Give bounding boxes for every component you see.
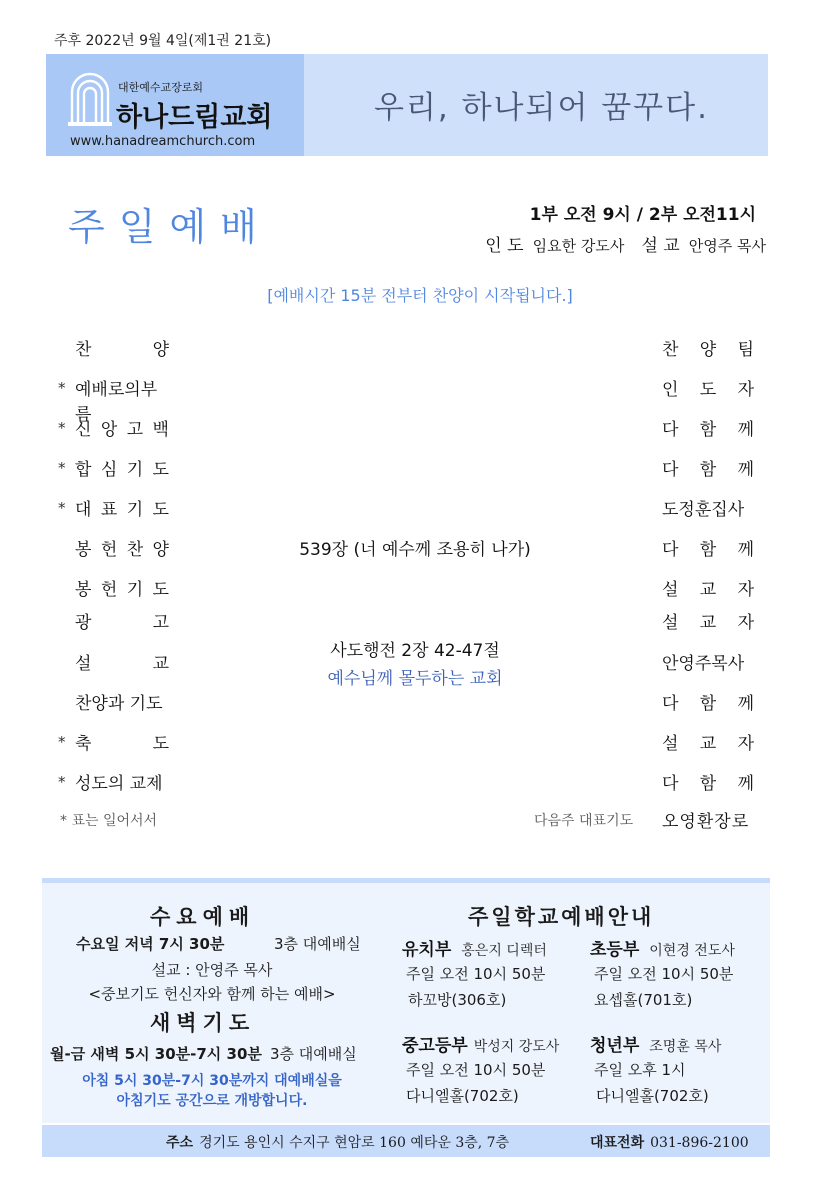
wednesday-time: 수요일 저녁 7시 30분 <box>76 935 225 953</box>
praise-notice: [예배시간 15분 전부터 찬양이 시작됩니다.] <box>267 286 573 305</box>
dept-youth: 중고등부 박성지 강도사 <box>402 1036 560 1056</box>
order-row <box>0 413 840 443</box>
order-responsible: 다 함 께 <box>662 460 754 480</box>
church-url[interactable]: www.hanadreamchurch.com <box>70 134 256 149</box>
order-item: 찬양과 기도 <box>75 694 163 714</box>
order-row <box>0 333 840 363</box>
order-responsible: 다 함 께 <box>662 420 754 440</box>
wednesday-title: 수요예배 <box>150 905 256 929</box>
order-responsible: 인 도 자 <box>662 380 754 400</box>
order-item: 봉 헌 찬 양 <box>75 540 169 560</box>
sermon-info <box>0 636 830 689</box>
order-item: 신 앙 고 백 <box>75 420 169 440</box>
order-responsible: 설 교 자 <box>662 734 754 754</box>
order-row <box>0 533 840 563</box>
info-panel <box>42 883 770 1123</box>
address-bar <box>42 1125 770 1157</box>
worship-leaders <box>485 231 766 256</box>
dept-youth-room: 다니엘홀(702호) <box>406 1087 519 1105</box>
order-responsible: 설 교 자 <box>662 613 754 633</box>
order-row <box>0 453 840 483</box>
order-item: 광 고 <box>75 613 169 633</box>
order-row <box>0 573 840 603</box>
standing-mark: * <box>58 499 66 517</box>
order-responsible: 도정훈집사 <box>662 500 745 520</box>
order-row <box>0 606 840 636</box>
order-item: 예배로의부름 <box>75 380 158 425</box>
slogan: 우리, 하나되어 꿈꾸다. <box>374 90 709 126</box>
order-detail: 539장 (너 예수께 조용히 나가) <box>299 540 531 560</box>
wednesday-note: <중보기도 헌신자와 함께 하는 예배> <box>88 985 336 1003</box>
order-row <box>0 687 840 717</box>
order-item: 봉 헌 기 도 <box>75 580 169 600</box>
next-prayer-label: 다음주 대표기도 <box>534 813 634 829</box>
dept-young-adult-room: 다니엘홀(702호) <box>596 1087 709 1105</box>
denomination: 대한예수교장로회 <box>118 81 204 94</box>
header-banner <box>46 54 768 156</box>
lead-name: 임요한 강도사 <box>532 237 625 255</box>
arch-logo-icon <box>68 68 112 126</box>
issue-date: 주후 2022년 9월 4일(제1권 21호) <box>54 33 272 49</box>
wednesday-place: 3층 대예배실 <box>274 935 361 953</box>
order-responsible: 다 함 께 <box>662 774 754 794</box>
wednesday-preacher: 설교 : 안영주 목사 <box>151 961 273 979</box>
church-address: 주소 경기도 용인시 수지구 현암로 160 예타운 3층, 7층 <box>166 1135 510 1151</box>
order-row <box>0 493 840 523</box>
order-item: 찬 양 <box>75 340 169 360</box>
church-name: 하나드림교회 <box>116 102 273 133</box>
dept-elementary-room: 요셉홀(701호) <box>594 991 693 1009</box>
order-responsible: 다 함 께 <box>662 694 754 714</box>
dept-kindergarten: 유치부 홍은지 디렉터 <box>402 940 547 960</box>
order-item: 설 교 <box>75 654 169 674</box>
dept-elementary: 초등부 이현경 전도사 <box>590 940 735 960</box>
order-responsible: 설 교 자 <box>662 580 754 600</box>
standing-footnote: * 표는 일어서서 <box>60 813 158 829</box>
dawn-time: 월-금 새벽 5시 30분-7시 30분 <box>50 1045 262 1063</box>
order-responsible: 안영주목사 <box>662 654 745 674</box>
service-times: 1부 오전 9시 / 2부 오전11시 <box>529 205 756 225</box>
order-item: 성도의 교제 <box>75 774 163 794</box>
dawn-title: 새벽기도 <box>150 1011 256 1035</box>
standing-mark: * <box>58 773 66 791</box>
standing-mark: * <box>58 733 66 751</box>
sermon-label: 설 교 <box>641 236 680 256</box>
dept-young-adult: 청년부 조명훈 목사 <box>590 1036 722 1056</box>
preacher-name: 안영주 목사 <box>688 237 766 255</box>
standing-mark: * <box>58 379 66 397</box>
sunday-school-title: 주일학교예배안내 <box>468 905 655 929</box>
scripture-reference: 사도행전 2장 42-47절 <box>330 641 500 661</box>
church-logo-block <box>46 54 304 156</box>
order-responsible: 다 함 께 <box>662 540 754 560</box>
order-responsible: 찬 양 팀 <box>662 340 754 360</box>
order-item: 대 표 기 도 <box>75 500 169 520</box>
dawn-highlight-2: 아침기도 공간으로 개방합니다. <box>116 1093 308 1109</box>
standing-mark: * <box>58 459 66 477</box>
order-item: 축 도 <box>75 734 169 754</box>
dept-elementary-time: 주일 오전 10시 50분 <box>594 965 734 983</box>
dept-kindergarten-time: 주일 오전 10시 50분 <box>406 965 546 983</box>
dawn-place: 3층 대예배실 <box>270 1045 357 1063</box>
standing-mark: * <box>58 419 66 437</box>
lead-label: 인 도 <box>485 236 524 256</box>
order-row <box>0 373 840 425</box>
order-row <box>0 727 840 757</box>
church-phone[interactable]: 대표전화 031-896-2100 <box>590 1135 749 1151</box>
next-prayer-name: 오영환장로 <box>662 812 750 832</box>
dawn-highlight-1: 아침 5시 30분-7시 30분까지 대예배실을 <box>82 1073 342 1089</box>
dept-youth-time: 주일 오전 10시 50분 <box>406 1061 546 1079</box>
order-row <box>0 767 840 797</box>
dept-kindergarten-room: 하꼬방(306호) <box>408 991 507 1009</box>
worship-title: 주일예배 <box>68 205 271 249</box>
sermon-title: 예수님께 몰두하는 교회 <box>327 669 503 689</box>
dept-young-adult-time: 주일 오후 1시 <box>594 1061 686 1079</box>
order-item: 합 심 기 도 <box>75 460 169 480</box>
